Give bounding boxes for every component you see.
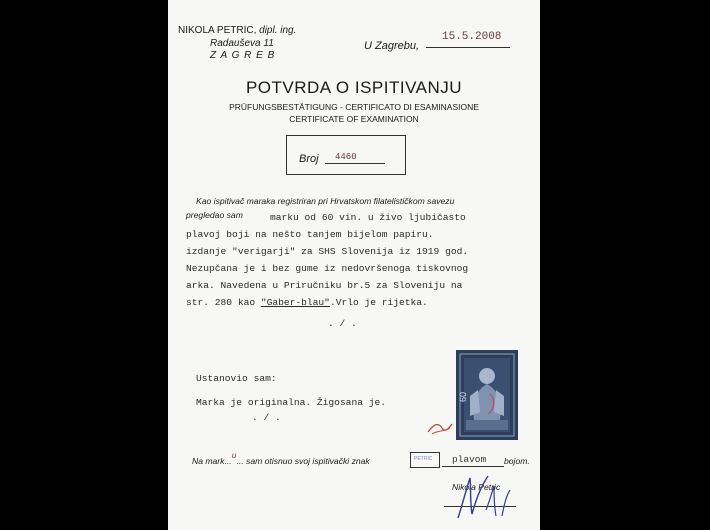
stamp-image bbox=[456, 350, 518, 440]
body-line: plavoj boji na nešto tanjem bijelom papiru. bbox=[186, 229, 434, 240]
signmark-prefix: Na mark bbox=[192, 456, 225, 466]
findings-separator: . / . bbox=[252, 412, 281, 423]
page-title: POTVRDA O ISPITIVANJU bbox=[245, 78, 463, 97]
findings-text: Marka je originalna. Žigosana je. bbox=[196, 397, 386, 408]
color-word: plavom bbox=[452, 454, 487, 465]
body-line: marku od 60 vin. u živo ljubičasto bbox=[270, 212, 466, 223]
signmark-suffix: bojom. bbox=[504, 456, 530, 466]
number-line bbox=[325, 163, 385, 164]
subtitle-en: CERTIFICATE OF EXAMINATION bbox=[289, 114, 419, 124]
date-line bbox=[426, 47, 510, 48]
subtitle-de-it: PRÜFUNGSBESTÄTIGUNG - CERTIFICATO DI ESAMINASIONE bbox=[229, 102, 479, 112]
certificate-date: 15.5.2008 bbox=[442, 31, 502, 43]
place-label: U Zagrebu, bbox=[364, 40, 420, 52]
number-label: Broj bbox=[299, 153, 319, 165]
body-line: arka. Navedena u Priručniku br.5 za Sloveniju na bbox=[186, 280, 463, 291]
stamp-name: "Gaber-blau" bbox=[260, 297, 330, 308]
issuer-city: Z A G R E B bbox=[210, 50, 276, 61]
body-text: str. 280 kao bbox=[186, 297, 261, 308]
body-line: Nezupčana je i bez gume iz nedovršenoga tiskovnog bbox=[186, 263, 469, 274]
expertizer-mark-box bbox=[410, 452, 440, 468]
issuer-street: Radauševa 11 bbox=[210, 38, 274, 49]
body-line-last bbox=[186, 297, 428, 308]
signmark-line bbox=[192, 452, 370, 467]
stamp-illustration bbox=[456, 350, 518, 440]
body-text: .Vrlo je rijetka. bbox=[329, 297, 428, 308]
signmark-text: sam otisnuo svoj ispitivački znak bbox=[243, 456, 370, 466]
stamp-denomination: 60 bbox=[458, 391, 468, 402]
handwritten-signature bbox=[448, 470, 528, 525]
body-line: izdanje "verigarji" za SHS Slovenija iz 1919 god. bbox=[186, 246, 469, 257]
color-line bbox=[442, 466, 504, 467]
number-value: 4460 bbox=[335, 152, 357, 162]
intro-examined: pregledao sam bbox=[186, 210, 243, 220]
signature-name: Nikola Petric bbox=[452, 482, 501, 492]
expertizer-mark: PETRIC bbox=[414, 456, 433, 462]
separator: . / . bbox=[328, 318, 357, 329]
certificate-page bbox=[168, 0, 540, 530]
findings-label: Ustanovio sam: bbox=[196, 373, 277, 384]
signmark-hand: u bbox=[231, 452, 237, 461]
signmark-dots: ... bbox=[236, 456, 244, 466]
red-pencil-mark bbox=[426, 418, 456, 438]
number-box bbox=[286, 135, 406, 175]
signmark-dots: ... bbox=[224, 456, 232, 466]
issuer-name: NIKOLA PETRIC, bbox=[178, 25, 257, 36]
issuer-title: dipl. ing. bbox=[259, 25, 297, 36]
intro-text: Kao ispitivač maraka registriran pri Hrvatskom filatelističkom savezu bbox=[196, 196, 455, 206]
